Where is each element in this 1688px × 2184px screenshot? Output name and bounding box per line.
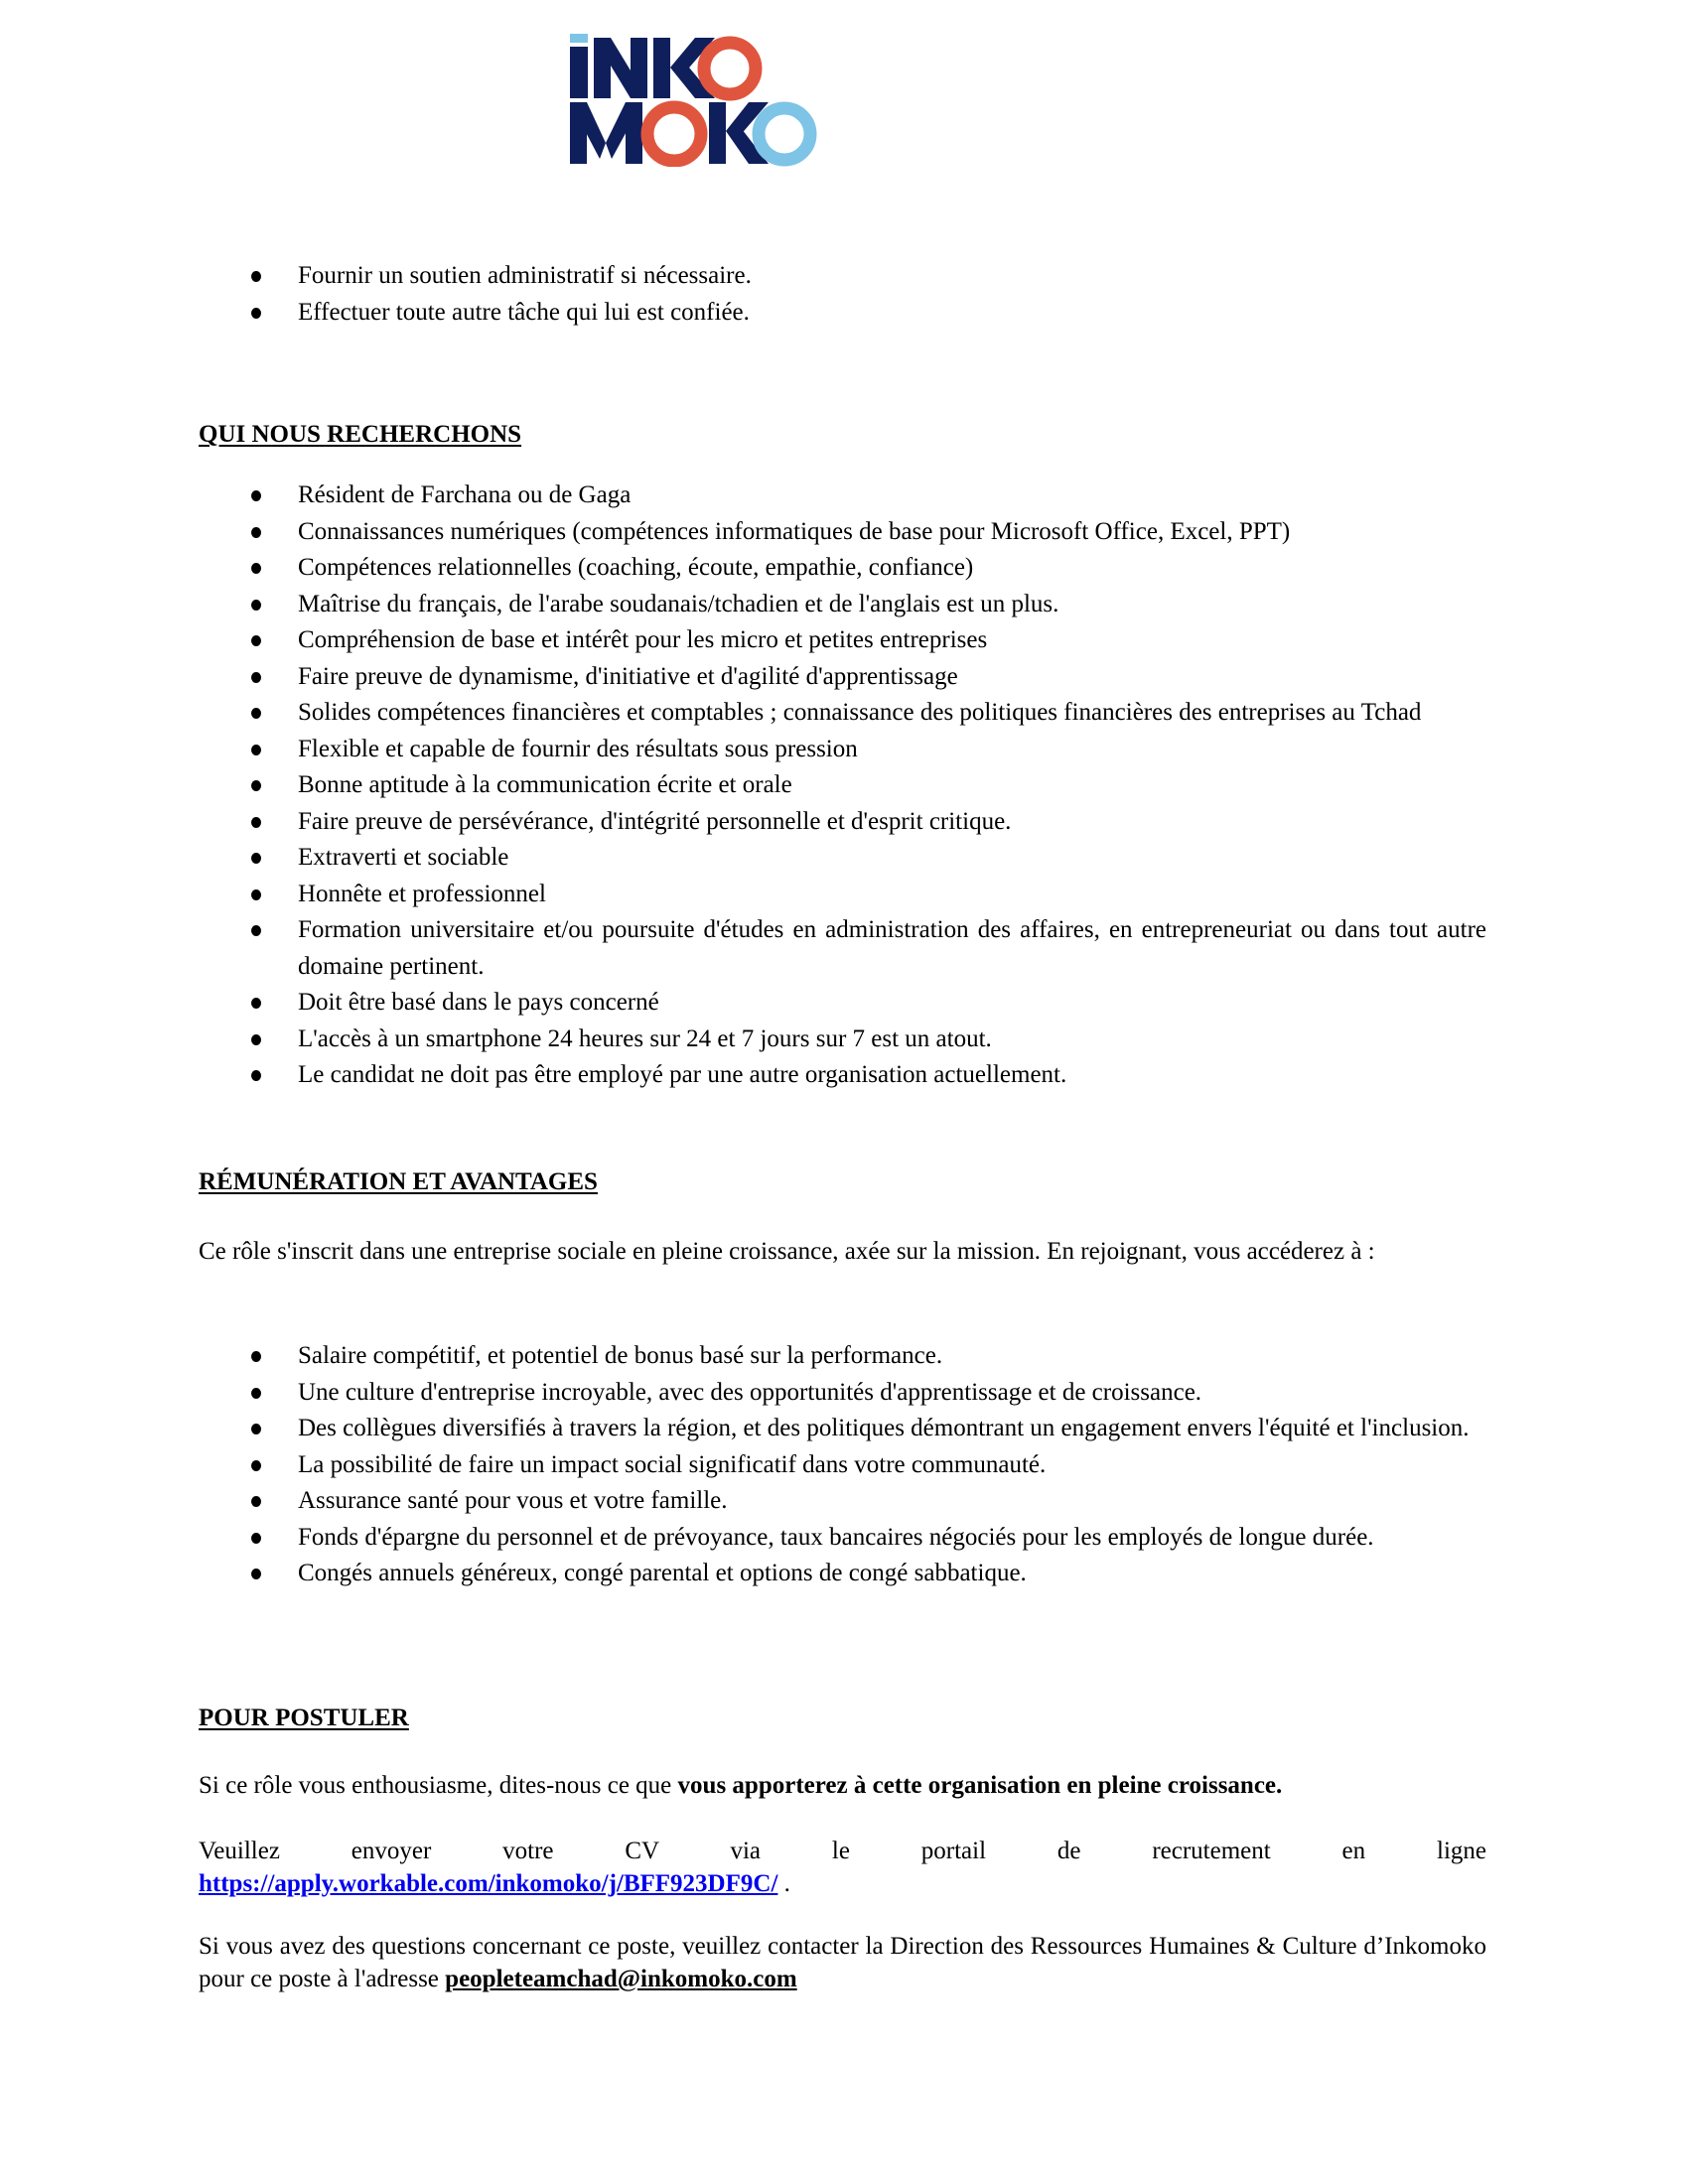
list-item: Salaire compétitif, et potentiel de bonus basé sur la performance. [199,1338,1486,1375]
bullet-icon [251,563,261,574]
bullet-icon [251,708,261,719]
bullet-icon [251,1533,261,1544]
workable-apply-link[interactable]: https://apply.workable.com/inkomoko/j/BFF923DF9C/ [199,1870,778,1897]
list-item: Doit être basé dans le pays concerné [199,985,1486,1022]
section-heading-qui-nous-recherchons: QUI NOUS RECHERCHONS [199,421,522,448]
list-item: Compréhension de base et intérêt pour les micro et petites entreprises [199,622,1486,659]
bullet-icon [251,308,261,319]
contact-text: Si vous avez des questions concernant ce poste, veuillez contacter la Direction des Ressources Humaines & Culture d’Inkomoko pour ce poste à l'adresse [199,1933,1486,1992]
apply-intro-text: Si ce rôle vous enthousiasme, dites-nous ce que [199,1772,678,1799]
list-item: Une culture d'entreprise incroyable, avec des opportunités d'apprentissage et de croissance. [199,1375,1486,1412]
bullet-icon [251,490,261,501]
list-item: Effectuer toute autre tâche qui lui est confiée. [199,295,1486,332]
bullet-icon [251,817,261,828]
list-item: L'accès à un smartphone 24 heures sur 24 et 7 jours sur 7 est un atout. [199,1022,1486,1058]
list-item: Des collègues diversifiés à travers la région, et des politiques démontrant un engagement envers l'équité et l'inclusion. [199,1411,1486,1447]
list-item: Formation universitaire et/ou poursuite d'études en administration des affaires, en entrepreneuriat ou dans tout autre domaine pertinent. [199,912,1486,985]
logo-graphic [568,34,818,167]
bullet-icon [251,1388,261,1399]
bullet-icon [251,780,261,791]
apply-link-suffix: . [777,1870,790,1897]
list-item: Extraverti et sociable [199,840,1486,877]
bullet-icon [251,1424,261,1434]
list-item: Faire preuve de persévérance, d'intégrité personnelle et d'esprit critique. [199,804,1486,841]
responsibilities-list [199,258,1486,331]
list-item: Assurance santé pour vous et votre famille. [199,1483,1486,1520]
bullet-icon [251,1569,261,1579]
bullet-icon [251,1070,261,1081]
list-item: Résident de Farchana ou de Gaga [199,478,1486,514]
bullet-icon [251,271,261,282]
list-item: Congés annuels généreux, congé parental et options de congé sabbatique. [199,1556,1486,1592]
list-item: Compétences relationnelles (coaching, écoute, empathie, confiance) [199,550,1486,587]
bullet-icon [251,998,261,1009]
benefits-section [199,1338,1486,1592]
remuneration-intro [199,1235,1486,1268]
bullet-icon [251,925,261,936]
inkomoko-logo [568,34,818,167]
responsibilities-continued [199,258,1486,331]
bullet-icon [251,745,261,755]
bullet-icon [251,853,261,864]
remuneration-intro-text: Ce rôle s'inscrit dans une entreprise sociale en pleine croissance, axée sur la mission. En rejoignant, vous accéderez à : [199,1238,1375,1265]
contact-email-link[interactable]: peopleteamchad@inkomoko.com [445,1966,797,1992]
list-item: Honnête et professionnel [199,877,1486,913]
bullet-icon [251,1351,261,1362]
requirements-section [199,478,1486,1094]
bullet-icon [251,600,261,611]
requirements-list [199,478,1486,1094]
bullet-icon [251,1034,261,1045]
list-item: Faire preuve de dynamisme, d'initiative et d'agilité d'apprentissage [199,659,1486,696]
list-item: Le candidat ne doit pas être employé par une autre organisation actuellement. [199,1057,1486,1094]
bullet-icon [251,1496,261,1507]
list-item: Fournir un soutien administratif si nécessaire. [199,258,1486,295]
bullet-icon [251,527,261,538]
list-item: Flexible et capable de fournir des résultats sous pression [199,732,1486,768]
list-item: Bonne aptitude à la communication écrite et orale [199,767,1486,804]
apply-paragraph-1 [199,1769,1486,1802]
apply-intro-bold: vous apporterez à cette organisation en pleine croissance. [677,1772,1283,1799]
list-item: Maîtrise du français, de l'arabe soudanais/tchadien et de l'anglais est un plus. [199,587,1486,623]
benefits-list [199,1338,1486,1592]
apply-paragraph-2 [199,1835,1486,1900]
apply-paragraph-3 [199,1930,1486,1995]
bullet-icon [251,672,261,683]
list-item: Connaissances numériques (compétences informatiques de base pour Microsoft Office, Excel, PPT) [199,514,1486,551]
list-item: Solides compétences financières et comptables ; connaissance des politiques financières des entreprises au Tchad [199,695,1486,732]
bullet-icon [251,889,261,900]
section-heading-pour-postuler: POUR POSTULER [199,1705,409,1731]
list-item: Fonds d'épargne du personnel et de prévoyance, taux bancaires négociés pour les employés de longue durée. [199,1520,1486,1557]
list-item: La possibilité de faire un impact social significatif dans votre communauté. [199,1447,1486,1484]
bullet-icon [251,1460,261,1471]
section-heading-remuneration: RÉMUNÉRATION ET AVANTAGES [199,1168,598,1195]
apply-instructions-text: Veuillez envoyer votre CV via le portail de recrutement en ligne [199,1838,1486,1864]
bullet-icon [251,635,261,646]
